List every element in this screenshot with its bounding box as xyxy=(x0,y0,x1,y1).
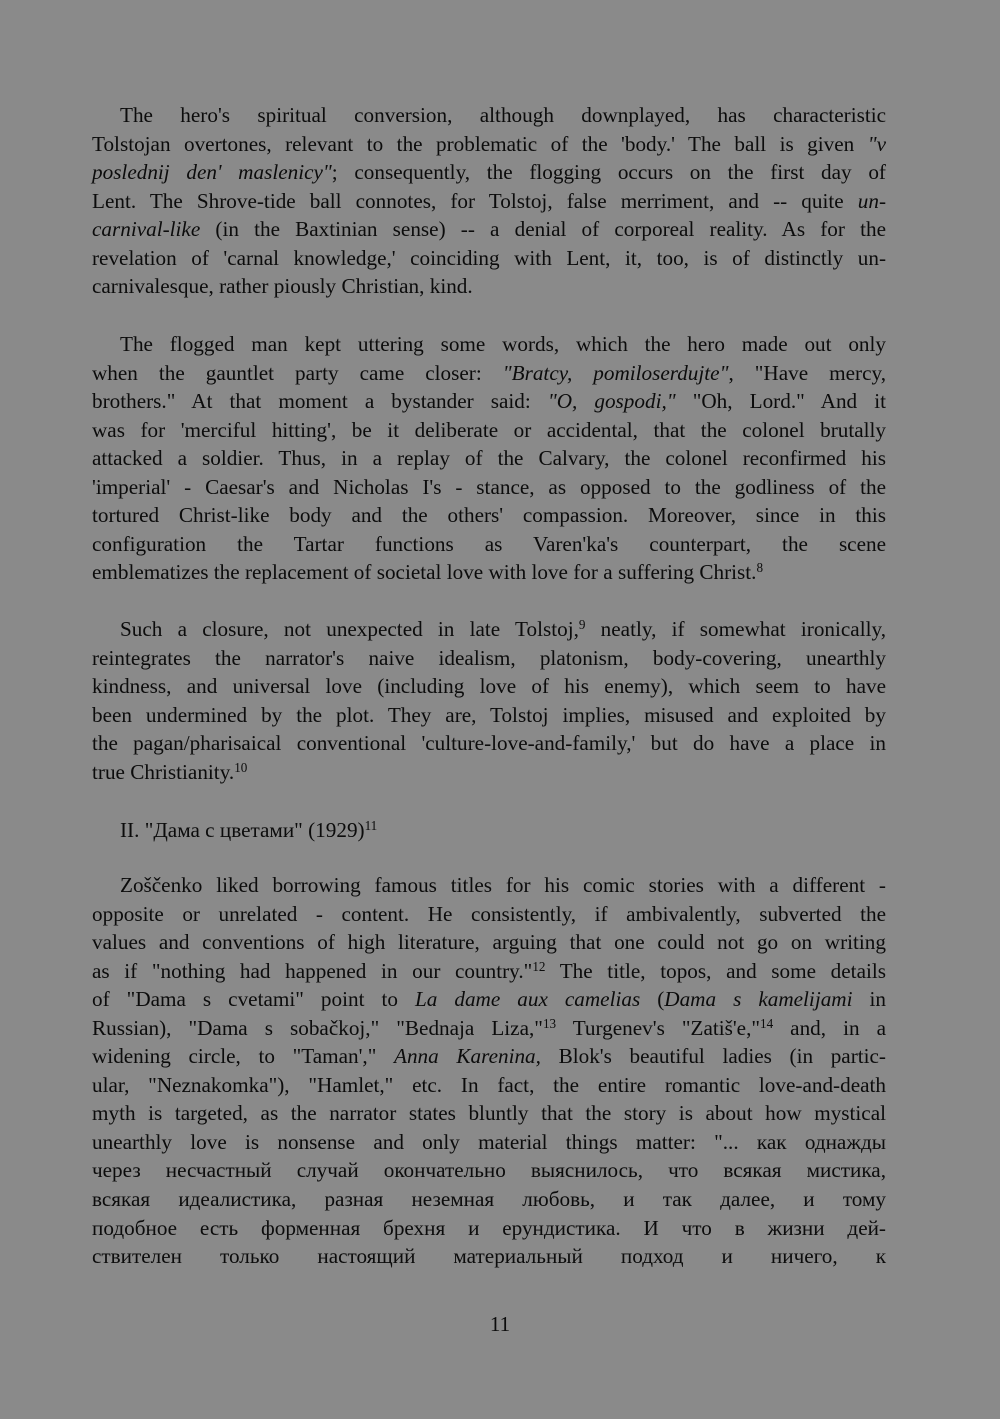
footnote-ref: 13 xyxy=(542,1015,557,1031)
text-line: Zoščenko liked borrowing famous titles for his comic stories with a different - xyxy=(120,873,886,897)
text-fragment: neatly, if somewhat ironically, xyxy=(585,617,886,641)
text-line: widening circle, to "Taman'," Anna Karenina, Blok's beautiful ladies (in partic- xyxy=(92,1044,886,1069)
footnote-ref: 10 xyxy=(234,759,248,775)
text-line: tortured Christ-like body and the others' compassion. Moreover, since in this xyxy=(92,503,886,528)
text-line: ular, "Neznakomka"), "Hamlet," etc. In fact, the entire romantic love-and-death xyxy=(92,1072,886,1097)
paragraph-3 xyxy=(92,615,886,786)
paragraph-4 xyxy=(92,871,886,1271)
text-line: подобное есть форменная брехня и ерундистика. И что в жизни дей- xyxy=(92,1215,886,1240)
text-line: всякая идеалистика, разная неземная любовь, и так далее, и тому xyxy=(92,1187,886,1212)
text-fragment: Such a closure, not unexpected in late Tolstoj, xyxy=(120,617,579,641)
text-line: of "Dama s cvetami" point to La dame aux camelias (Dama s kamelijami in xyxy=(92,987,886,1012)
page-number: 11 xyxy=(489,1312,511,1336)
section-heading-text: II. "Дама с цветами" (1929) xyxy=(120,818,365,842)
footnote-ref: 8 xyxy=(756,560,763,576)
text-line: через несчастный случай окончательно выяснилось, что всякая мистика, xyxy=(92,1158,886,1183)
text-line: ствителен только настоящий материальный подход и ничего, к xyxy=(92,1244,886,1269)
footnote-ref: 12 xyxy=(532,958,546,974)
paragraph-2 xyxy=(92,330,886,587)
text-line xyxy=(92,615,886,644)
text-line xyxy=(92,957,886,986)
footnote-ref: 11 xyxy=(364,817,378,833)
text-line: been undermined by the plot. They are, Tolstoj implies, misused and exploited by xyxy=(92,702,886,727)
text-line: values and conventions of high literature, arguing that one could not go on writing xyxy=(92,930,886,955)
text-line: Tolstojan overtones, relevant to the problematic of the 'body.' The ball is given "v xyxy=(92,131,886,156)
text-fragment: true Christianity. xyxy=(92,759,235,784)
text-line: configuration the Tartar functions as Varen'ka's counterpart, the scene xyxy=(92,531,886,556)
text-line: attacked a soldier. Thus, in a replay of the Calvary, the colonel reconfirmed his xyxy=(92,446,886,471)
text-line: was for 'merciful hitting', be it deliberate or accidental, that the colonel brutally xyxy=(92,417,886,442)
text-line: reintegrates the narrator's naive idealism, platonism, body-covering, unearthly xyxy=(92,645,886,670)
text-line: opposite or unrelated - content. He consistently, if ambivalently, subverted the xyxy=(92,901,886,926)
text-line: kindness, and universal love (including love of his enemy), which seem to have xyxy=(92,674,886,699)
text-line: brothers." At that moment a bystander said: "O, gospodi," "Oh, Lord." And it xyxy=(92,389,886,414)
text-line-body: emblematizes the replacement of societal love with love for a suffering Christ. xyxy=(92,560,757,585)
text-line: Lent. The Shrove-tide ball connotes, for Tolstoj, false merriment, and -- quite un- xyxy=(92,188,886,213)
text-line: myth is targeted, as the narrator states bluntly that the story is about how mystical xyxy=(92,1101,886,1126)
text-line: carnivalesque, rather piously Christian, kind. xyxy=(92,274,473,299)
text-line: revelation of 'carnal knowledge,' coinciding with Lent, it, too, is of distinctly un- xyxy=(92,245,886,270)
text-line: The hero's spiritual conversion, although downplayed, has characteristic xyxy=(120,103,886,127)
text-line: The flogged man kept uttering some words, which the hero made out only xyxy=(120,332,886,356)
section-heading xyxy=(120,816,377,844)
text-line: poslednij den' maslenicy"; consequently, the flogging occurs on the first day of xyxy=(92,160,886,185)
footnote-ref: 14 xyxy=(760,1015,774,1031)
text-fragment: and, in a xyxy=(773,1015,886,1040)
text-line: unearthly love is nonsense and only material things matter: "... как однажды xyxy=(92,1129,886,1154)
text-line xyxy=(92,558,886,587)
text-line: when the gauntlet party came closer: "Bratcy, pomiloserdujte", "Have mercy, xyxy=(92,360,886,385)
text-fragment: Turgenev's "Zatiš'e," xyxy=(556,1015,761,1040)
text-fragment: Russian), "Dama s sobačkoj," "Bednaja Liza," xyxy=(92,1015,543,1040)
text-line: 'imperial' - Caesar's and Nicholas I's - stance, as opposed to the godliness of the xyxy=(92,474,886,499)
text-line xyxy=(92,1014,886,1043)
text-line xyxy=(92,758,886,787)
text-line: carnival-like (in the Baxtinian sense) -- a denial of corporeal reality. As for the xyxy=(92,217,886,242)
text-fragment: The title, topos, and some details xyxy=(545,958,886,983)
text-line: the pagan/pharisaical conventional 'culture-love-and-family,' but do have a place in xyxy=(92,731,886,756)
paragraph-1 xyxy=(92,101,886,301)
text-fragment: as if "nothing had happened in our country." xyxy=(92,958,533,983)
footnote-ref: 9 xyxy=(578,616,586,632)
